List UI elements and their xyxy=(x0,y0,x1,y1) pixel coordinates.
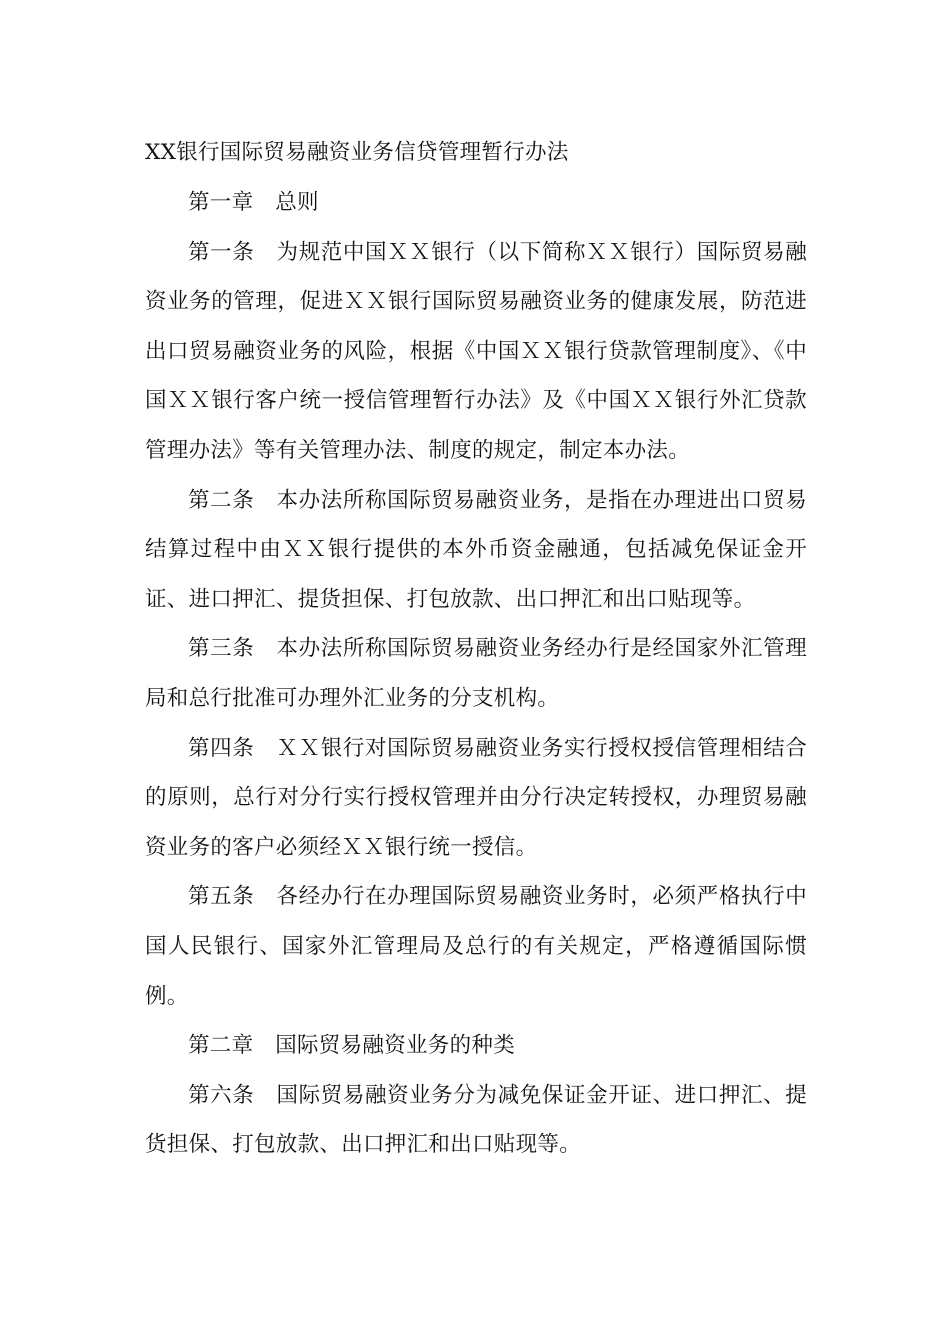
chapter-1-heading: 第一章 总则 xyxy=(188,190,319,215)
document-title xyxy=(145,128,807,178)
article-6: 第六条 国际贸易融资业务分为减免保证金开证、进口押汇、提货担保、打包放款、出口押汇和出口贴现等。 xyxy=(145,1082,807,1158)
article-1: 第一条 为规范中国ＸＸ银行（以下简称ＸＸ银行）国际贸易融资业务的管理，促进ＸＸ银行国际贸易融资业务的健康发展，防范进出口贸易融资业务的风险，根据《中国ＸＸ银行贷款管理制度》、《中国ＸＸ银行客户统一授信管理暂行办法》及《中国ＸＸ银行外汇贷款管理办法》等有关管理办法、制度的规定，制定本办法。 xyxy=(145,239,807,463)
article-5: 第五条 各经办行在办理国际贸易融资业务时，必须严格执行中国人民银行、国家外汇管理局及总行的有关规定，严格遵循国际惯例。 xyxy=(145,884,807,1009)
document-title-text: XX银行国际贸易融资业务信贷管理暂行办法 xyxy=(145,140,569,165)
document-body xyxy=(145,128,807,1170)
article-2: 第二条 本办法所称国际贸易融资业务，是指在办理进出口贸易结算过程中由ＸＸ银行提供的本外币资金融通，包括减免保证金开证、进口押汇、提货担保、打包放款、出口押汇和出口贴现等。 xyxy=(145,487,807,612)
article-4: 第四条 ＸＸ银行对国际贸易融资业务实行授权授信管理相结合的原则，总行对分行实行授权管理并由分行决定转授权，办理贸易融资业务的客户必须经ＸＸ银行统一授信。 xyxy=(145,735,807,860)
chapter-2-heading: 第二章 国际贸易融资业务的种类 xyxy=(188,1033,516,1059)
article-3: 第三条 本办法所称国际贸易融资业务经办行是经国家外汇管理局和总行批准可办理外汇业务的分支机构。 xyxy=(145,636,807,711)
